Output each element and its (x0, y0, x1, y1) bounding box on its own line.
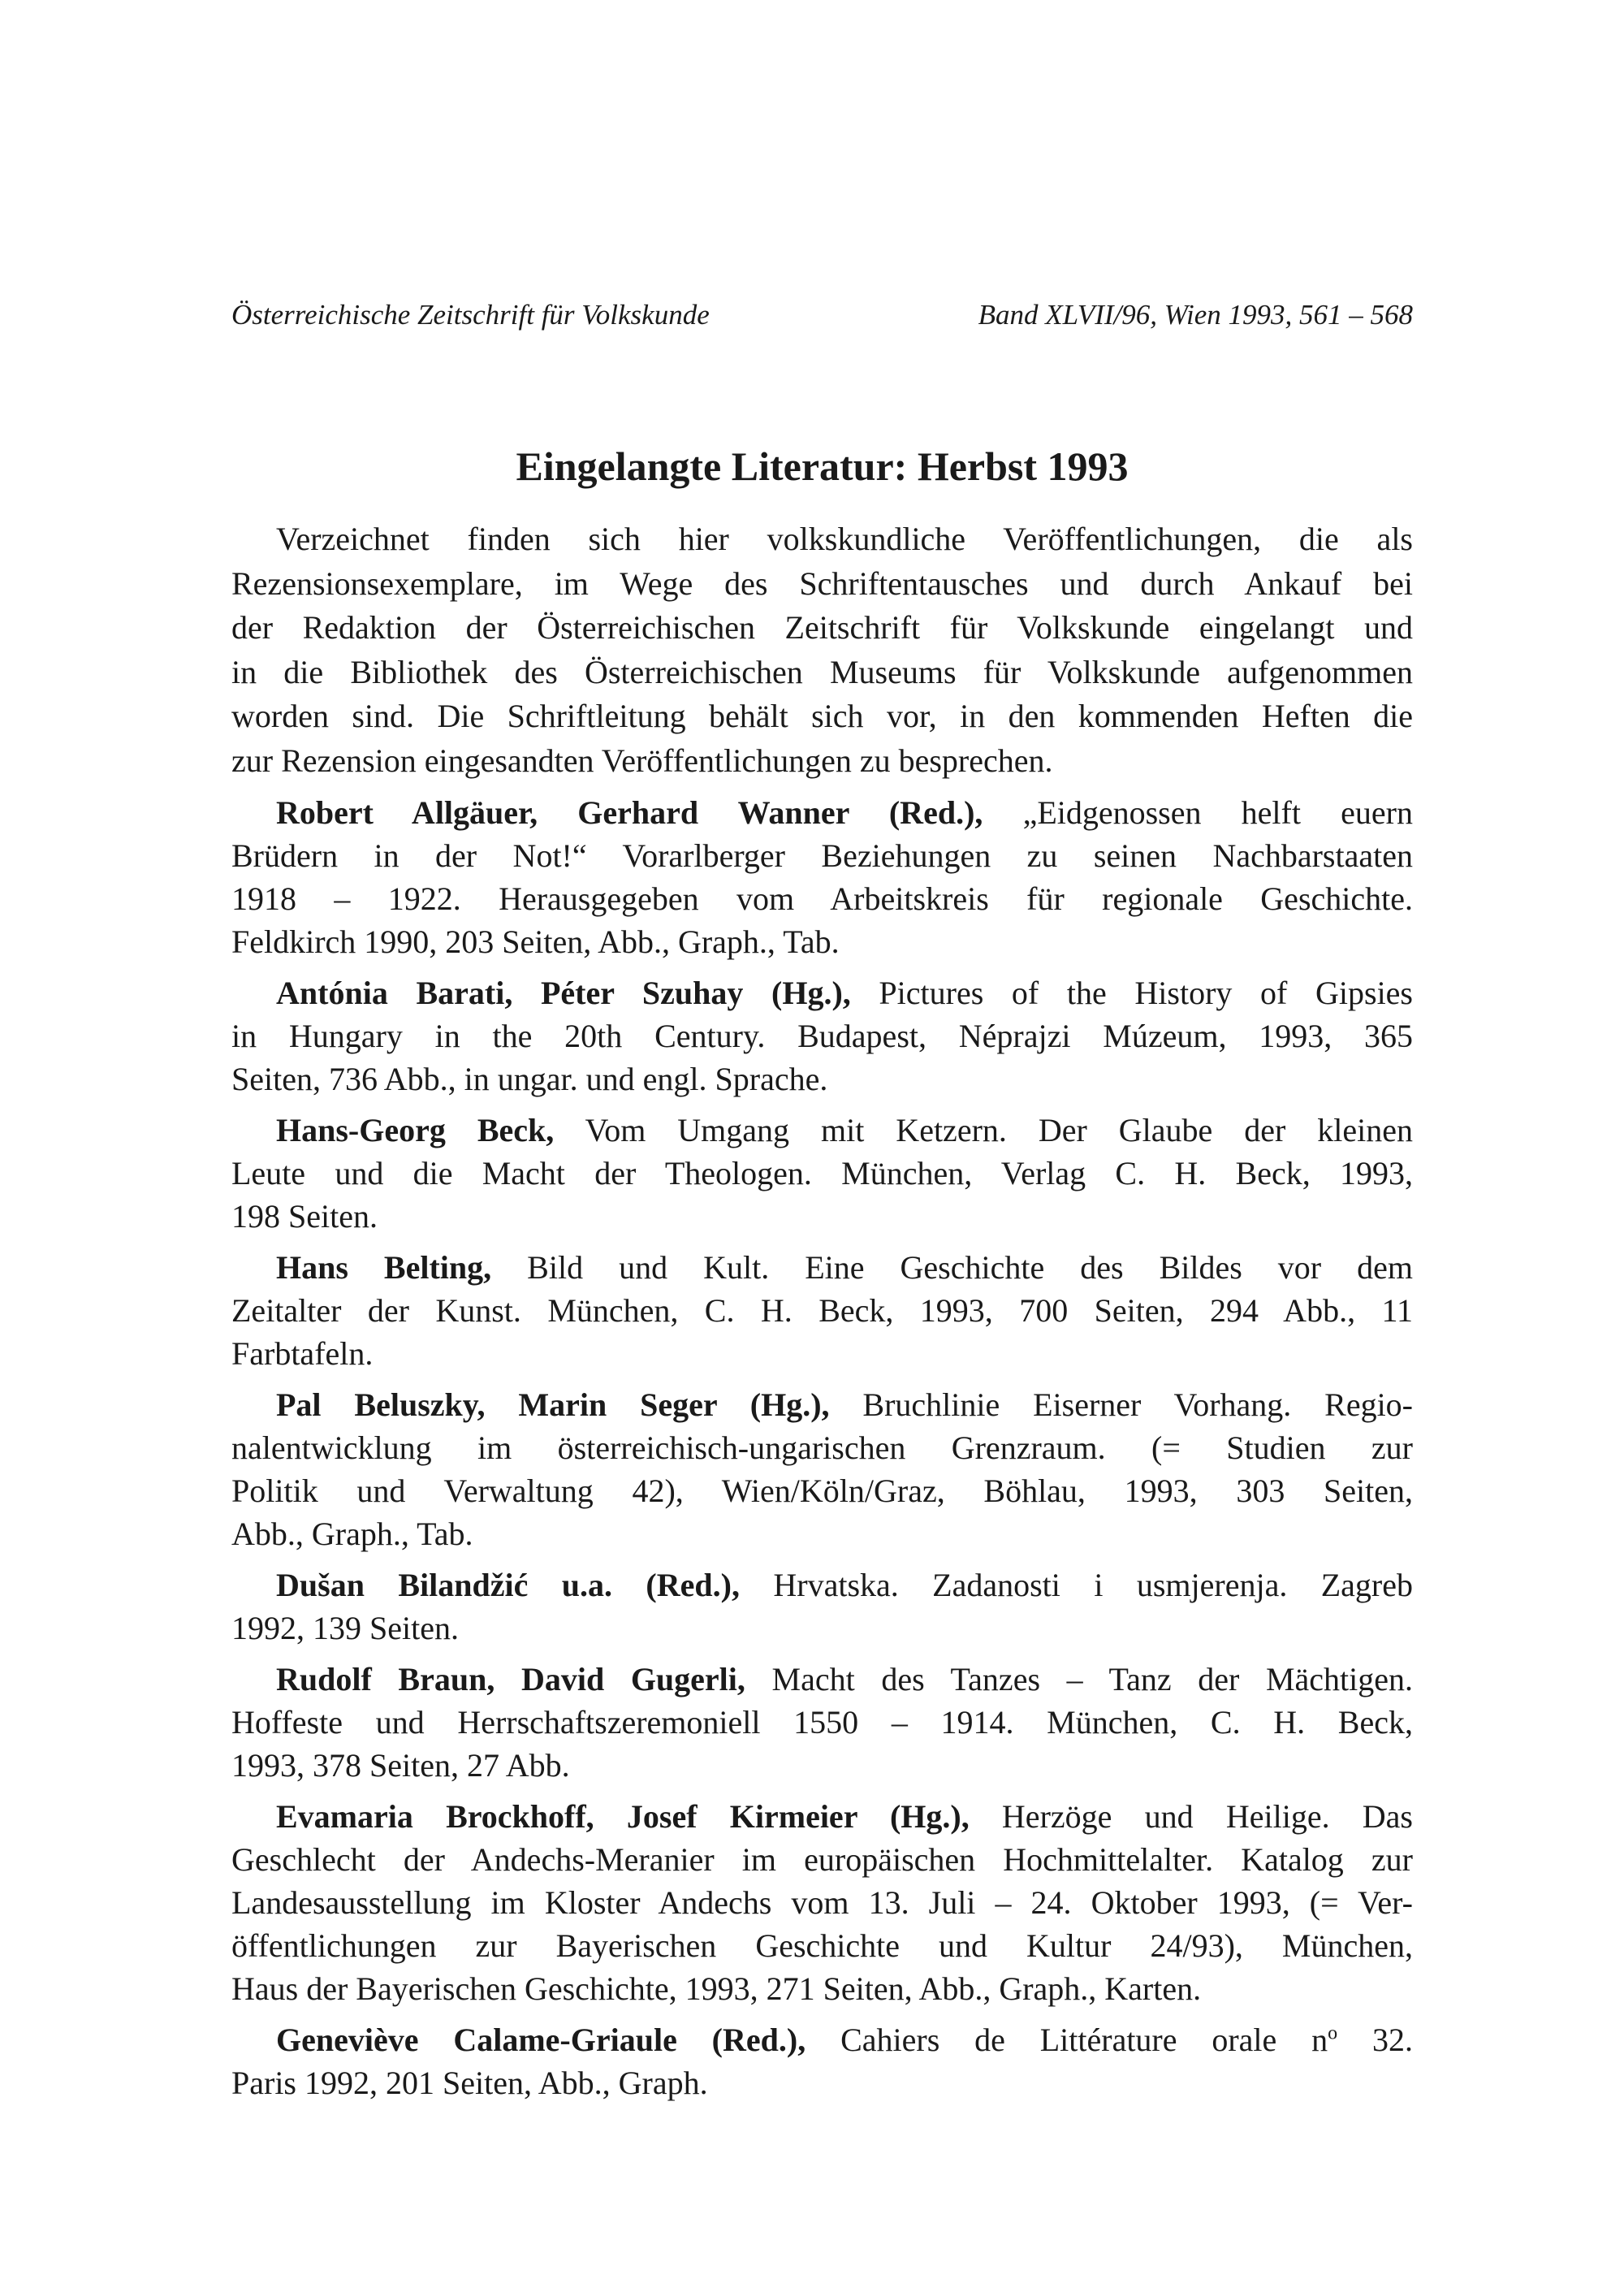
entry-line: Farbtafeln. (231, 1335, 374, 1372)
entry-first-line (231, 1246, 1413, 1289)
bibliography-entry (231, 2018, 1413, 2104)
intro-line: der Redaktion der Österreichischen Zeitschrift für Volkskunde eingelangt und (231, 609, 1413, 646)
entry-author: Dušan Bilandžić u.a. (Red.), (276, 1567, 740, 1603)
intro-line: Rezensionsexemplare, im Wege des Schriftentausches und durch Ankauf bei (231, 564, 1413, 602)
journal-name: Österreichische Zeitschrift für Volkskunde (231, 299, 710, 331)
bibliography-entry (231, 1246, 1413, 1375)
entry-first-line (231, 791, 1413, 834)
entry-line: 1993, 378 Seiten, 27 Abb. (231, 1747, 570, 1784)
entry-title-text: Hrvatska. Zadanosti i usmjerenja. Zagreb (739, 1567, 1413, 1603)
entry-author: Pal Beluszky, Marin Seger (Hg.), (276, 1386, 830, 1423)
intro-line: Verzeichnet finden sich hier volkskundliche Veröffentlichungen, die als (276, 521, 1413, 557)
entry-line: Hoffeste und Herrschaftszeremoniell 1550 – 1914. München, C. H. Beck, (231, 1704, 1413, 1741)
entry-title-text: Bild und Kult. Eine Geschichte des Bildes vor dem (491, 1249, 1414, 1286)
entry-title-text: Herzöge und Heilige. Das (969, 1798, 1413, 1835)
entry-first-line (231, 971, 1413, 1014)
entry-title-text: Pictures of the History of Gipsies (850, 975, 1413, 1011)
entry-line: Geschlecht der Andechs-Meranier im europäischen Hochmittelalter. Katalog zur (231, 1841, 1413, 1878)
entry-first-line (231, 1383, 1413, 1426)
entry-line: 1918 – 1922. Herausgegeben vom Arbeitskreis für regionale Geschichte. (231, 880, 1413, 917)
entry-author: Evamaria Brockhoff, Josef Kirmeier (Hg.), (276, 1798, 970, 1835)
bibliography-entry (231, 791, 1413, 963)
entry-title-text: 32. (1337, 2022, 1414, 2058)
entry-line: Leute und die Macht der Theologen. München, Verlag C. H. Beck, 1993, (231, 1155, 1413, 1191)
entry-line: nalentwicklung im österreichisch-ungarischen Grenzraum. (= Studien zur (231, 1429, 1413, 1466)
entry-author: Rudolf Braun, David Gugerli, (276, 1661, 745, 1697)
entry-first-line (231, 2018, 1413, 2061)
entry-title-text: Bruchlinie Eiserner Vorhang. Regio- (829, 1386, 1414, 1423)
entry-first-line (231, 1658, 1413, 1701)
entry-line: in Hungary in the 20th Century. Budapest, Néprajzi Múzeum, 1993, 365 (231, 1018, 1413, 1054)
entry-title-text: Vom Umgang mit Ketzern. Der Glaube der kleinen (554, 1112, 1413, 1148)
entry-title-text: Macht des Tanzes – Tanz der Mächtigen. (745, 1661, 1414, 1697)
entry-line: Feldkirch 1990, 203 Seiten, Abb., Graph., Tab. (231, 923, 840, 960)
running-header (231, 299, 1413, 331)
entry-line: Haus der Bayerischen Geschichte, 1993, 271 Seiten, Abb., Graph., Karten. (231, 1970, 1202, 2007)
entry-line: Politik und Verwaltung 42), Wien/Köln/Graz, Böhlau, 1993, 303 Seiten, (231, 1473, 1413, 1509)
entry-line: 1992, 139 Seiten. (231, 1610, 459, 1646)
entry-first-line (231, 1563, 1413, 1607)
superscript-o: o (1328, 2022, 1338, 2044)
page-body (231, 517, 1413, 2104)
intro-line: worden sind. Die Schriftleitung behält sich vor, in den kommenden Heften die (231, 698, 1413, 734)
entry-author: Hans-Georg Beck, (276, 1112, 555, 1148)
bibliography-entry (231, 1658, 1413, 1787)
entry-first-line (231, 1109, 1413, 1152)
entry-author: Hans Belting, (276, 1249, 492, 1286)
bibliography-entry (231, 971, 1413, 1101)
intro-line: zur Rezension eingesandten Veröffentlichungen zu besprechen. (231, 742, 1053, 779)
bibliography-entry (231, 1563, 1413, 1650)
bibliography-entry (231, 1383, 1413, 1555)
entry-author: Antónia Barati, Péter Szuhay (Hg.), (276, 975, 851, 1011)
page-title: Eingelangte Literatur: Herbst 1993 (516, 443, 1129, 489)
entry-line: Seiten, 736 Abb., in ungar. und engl. Sprache. (231, 1061, 828, 1097)
intro-paragraph (231, 517, 1413, 783)
entry-line: Abb., Graph., Tab. (231, 1516, 473, 1552)
bibliography-list (231, 791, 1413, 2104)
entry-line: Brüdern in der Not!“ Vorarlberger Beziehungen zu seinen Nachbarstaaten (231, 837, 1413, 874)
volume-info: Band XLVII/96, Wien 1993, 561 – 568 (978, 299, 1413, 331)
entry-line: Paris 1992, 201 Seiten, Abb., Graph. (231, 2065, 708, 2101)
entry-line: Zeitalter der Kunst. München, C. H. Beck, 1993, 700 Seiten, 294 Abb., 11 (231, 1292, 1413, 1329)
entry-line: 198 Seiten. (231, 1198, 378, 1235)
entry-author: Geneviève Calame-Griaule (Red.), (276, 2022, 806, 2058)
bibliography-entry (231, 1795, 1413, 2010)
intro-line: in die Bibliothek des Österreichischen Museums für Volkskunde aufgenommen (231, 653, 1413, 690)
entry-title-text: Cahiers de Littérature orale n (806, 2022, 1328, 2058)
bibliography-entry (231, 1109, 1413, 1238)
entry-first-line (231, 1795, 1413, 1838)
entry-line: Landesausstellung im Kloster Andechs vom 13. Juli – 24. Oktober 1993, (= Ver- (231, 1884, 1413, 1921)
entry-author: Robert Allgäuer, Gerhard Wanner (Red.), (276, 794, 983, 831)
entry-title-text: „Eidgenossen helft euern (983, 794, 1413, 831)
entry-line: öffentlichungen zur Bayerischen Geschichte und Kultur 24/93), München, (231, 1927, 1413, 1964)
